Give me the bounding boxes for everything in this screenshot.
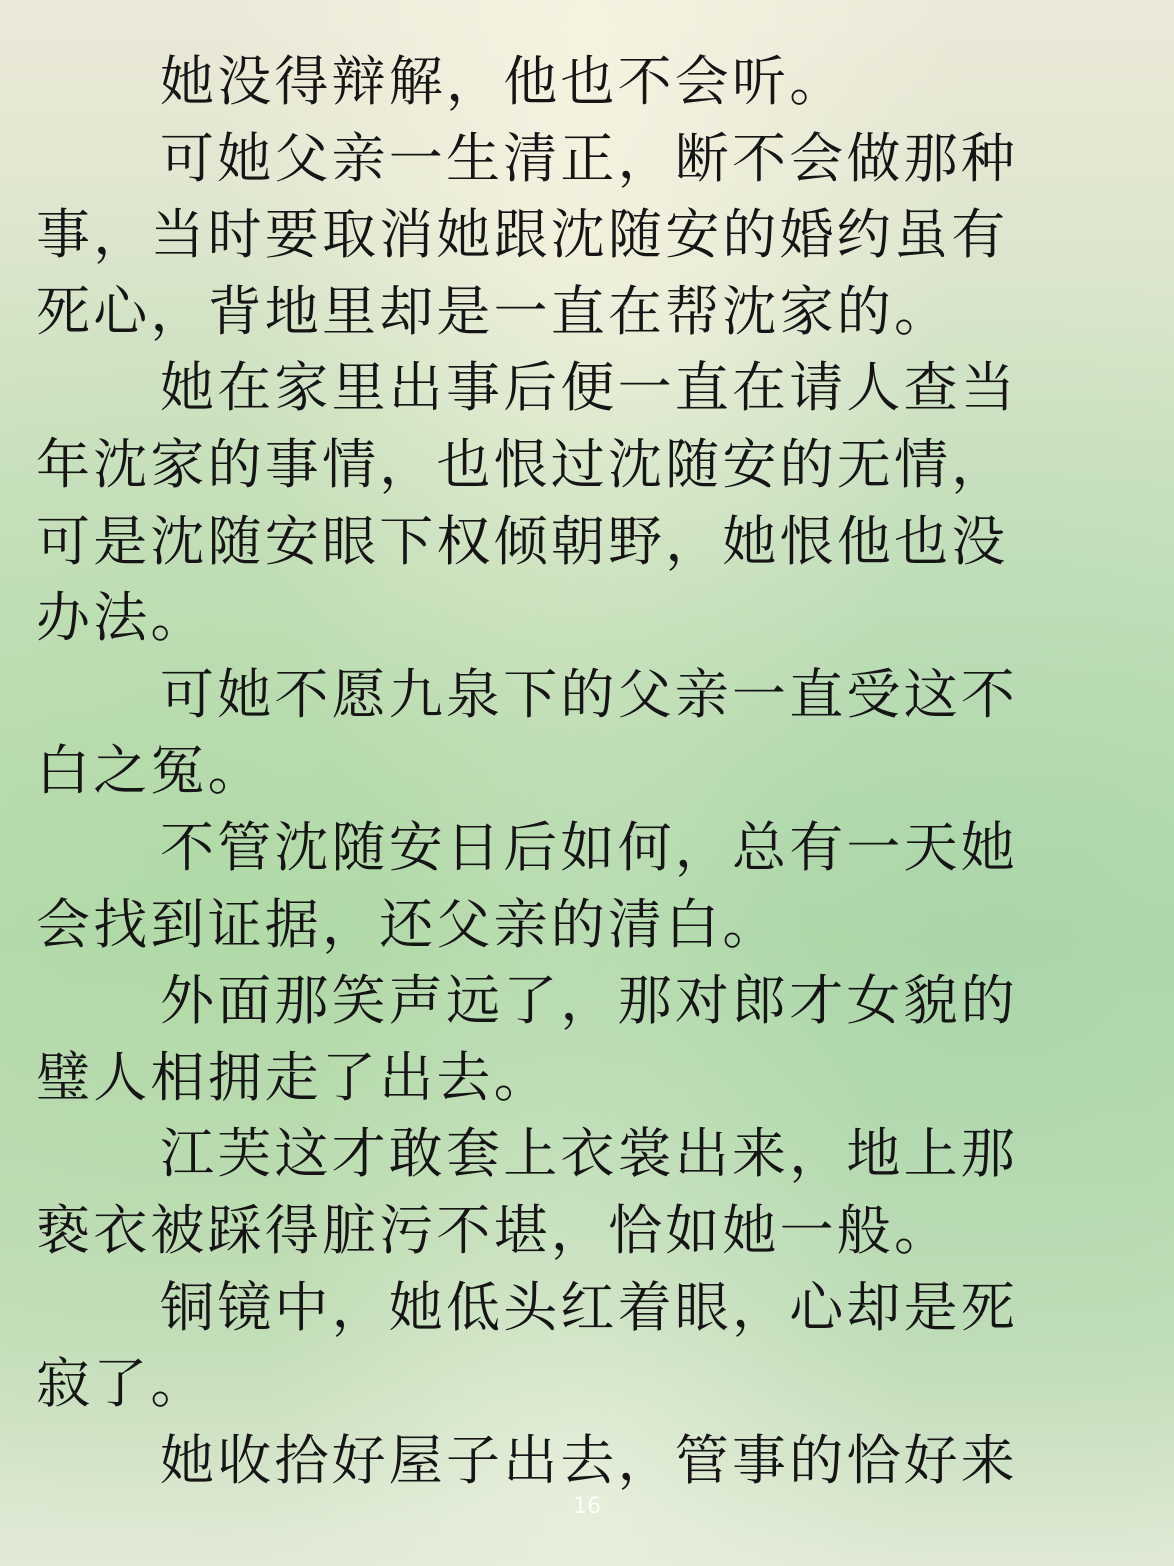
text-line: 她在家里出事后便一直在请人查当 — [160, 356, 1018, 420]
text-line: 外面那笑声远了，那对郎才女貌的 — [160, 969, 1018, 1033]
text-line: 年沈家的事情，也恨过沈随安的无情， — [36, 432, 1009, 496]
text-line: 死心，背地里却是一直在帮沈家的。 — [36, 279, 952, 343]
text-line: 亵衣被踩得脏污不堪，恰如她一般。 — [36, 1198, 952, 1262]
text-line: 事，当时要取消她跟沈随安的婚约虽有 — [36, 203, 1009, 267]
text-line: 她没得辩解，他也不会听。 — [160, 50, 847, 113]
text-line: 寂了。 — [36, 1352, 208, 1416]
text-body — [36, 44, 1100, 1499]
text-line: 可她不愿九泉下的父亲一直受这不 — [160, 662, 1018, 726]
text-line: 江芙这才敢套上衣裳出来，地上那 — [160, 1122, 1018, 1186]
page-number: 16 — [573, 1494, 601, 1519]
text-line: 会找到证据，还父亲的清白。 — [36, 892, 780, 956]
text-line: 办法。 — [36, 586, 208, 650]
text-line: 她收拾好屋子出去，管事的恰好来 — [160, 1428, 1018, 1492]
text-line: 不管沈随安日后如何，总有一天她 — [160, 815, 1018, 879]
text-line: 可她父亲一生清正，断不会做那种 — [160, 126, 1018, 190]
text-line: 可是沈随安眼下权倾朝野，她恨他也没 — [36, 509, 1009, 573]
text-line: 璧人相拥走了出去。 — [36, 1045, 551, 1109]
text-line: 白之冤。 — [36, 739, 265, 803]
text-line: 铜镜中，她低头红着眼，心却是死 — [160, 1275, 1018, 1339]
